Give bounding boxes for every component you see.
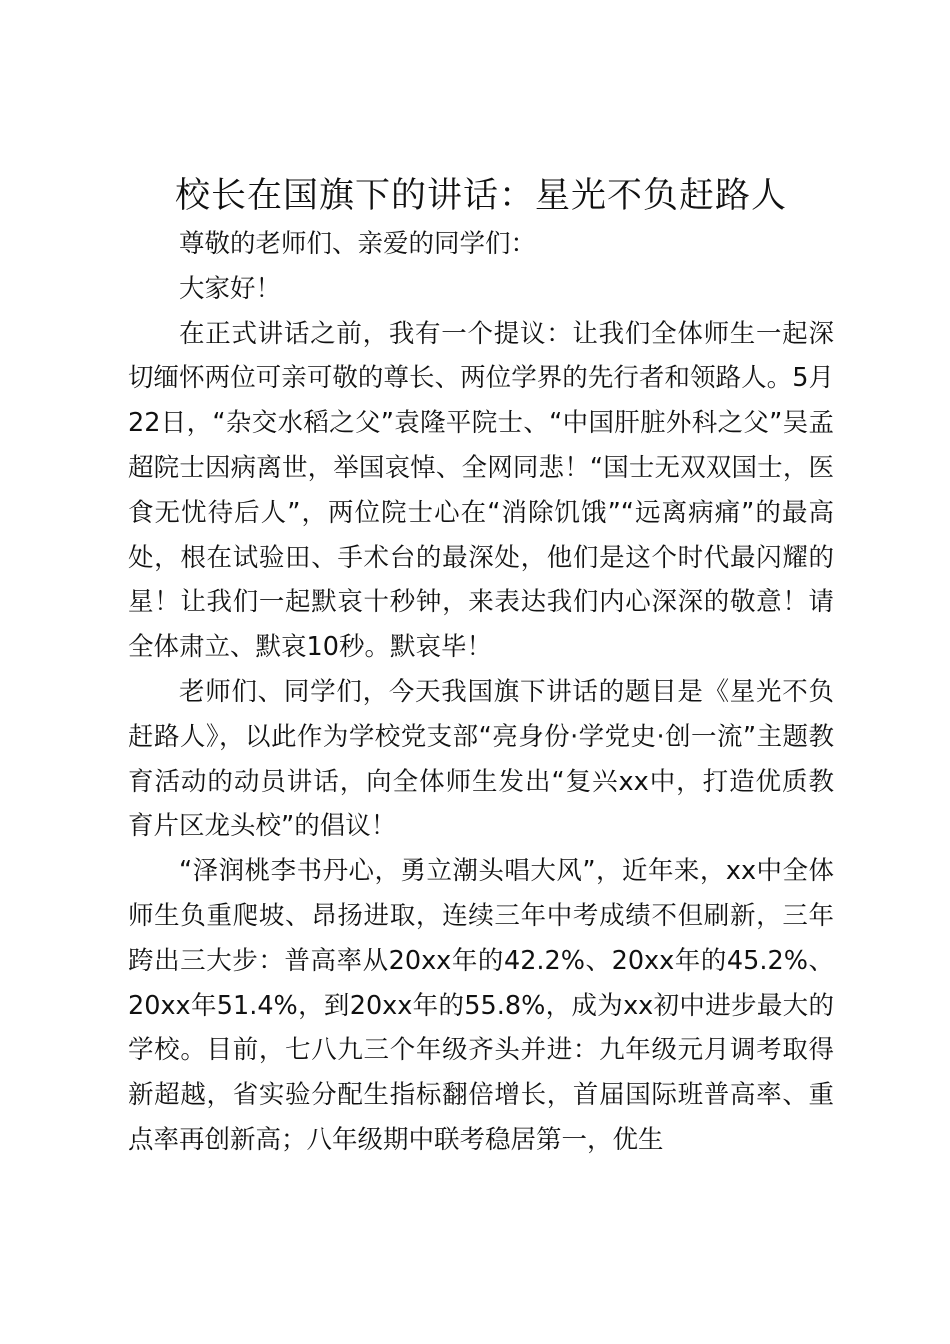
greeting: 大家好！: [179, 273, 282, 304]
paragraph-topic: 老师们、同学们，今天我国旗下讲话的题目是《星光不负赶路人》，以此作为学校党支部“亮身份·学党史·创一流”主题教育活动的动员讲话，向全体师生发出“复兴xx中，打造优质教育片区龙头校”的倡议！: [128, 676, 834, 842]
document-title: 校长在国旗下的讲话：星光不负赶路人: [174, 176, 787, 216]
salutation: 尊敬的老师们、亲爱的同学们：: [179, 229, 537, 259]
paragraph-tribute: 在正式讲话之前，我有一个提议：让我们全体师生一起深切缅怀两位可亲可敬的尊长、两位学界的先行者和领路人。5月22日，“杂交水稻之父”袁隆平院士、“中国肝脏外科之父”吴孟超院士因病离世，举国哀悼、全网同悲！“国士无双双国士，医食无忧待后人”，两位院士心在“消除饥饿”“远离病痛”的最高处，根在试验田、手术台的最深处，他们是这个时代最闪耀的星！让我们一起默哀十秒钟，来表达我们内心深深的敬意！请全体肃立、默哀10秒。默哀毕！: [128, 318, 834, 663]
paragraph-achievements: “泽润桃李书丹心，勇立潮头唱大风”，近年来，xx中全体师生负重爬坡、昂扬进取，连续三年中考成绩不但刷新，三年跨出三大步：普高率从20xx年的42.2%、20xx年的45.2%、20xx年51.4%，到20xx年的55.8%，成为xx初中进步最大的学校。目前，七八九三个年级齐头并进：九年级元月调考取得新超越，省实验分配生指标翻倍增长，首届国际班普高率、重点率再创新高；八年级期中联考稳居第一，优生: [128, 856, 834, 1155]
document-page: [128, 170, 834, 1163]
